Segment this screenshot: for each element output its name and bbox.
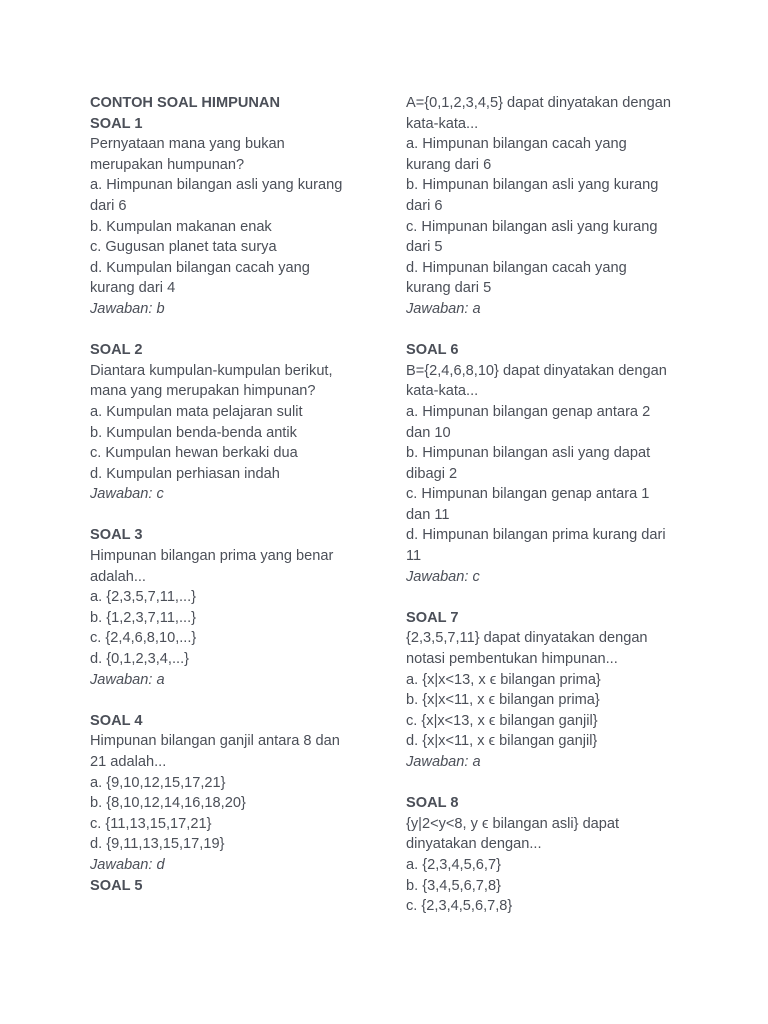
question-text-line: c. Gugusan planet tata surya <box>90 239 277 256</box>
paragraph-spacer <box>406 320 686 341</box>
question-text-line: a. {9,10,12,15,17,21} <box>90 774 226 791</box>
question-text-line: 11 <box>406 548 422 565</box>
question-text-line: b. {x|x<11, x ϵ bilangan prima} <box>406 692 600 709</box>
question-heading: SOAL 5 <box>90 877 143 894</box>
question-heading: SOAL 8 <box>406 795 459 812</box>
question-text-line: d. {9,11,13,15,17,19} <box>90 836 225 853</box>
question-heading: SOAL 1 <box>90 115 143 132</box>
question-text-line: dari 6 <box>90 197 127 214</box>
question-text-line: b. Kumpulan benda-benda antik <box>90 424 297 441</box>
question-heading: SOAL 7 <box>406 609 459 626</box>
paragraph-spacer <box>90 690 362 711</box>
question-text-line: kurang dari 5 <box>406 280 492 297</box>
question-text-line: c. Himpunan bilangan genap antara 1 <box>406 486 650 503</box>
answer-line: Jawaban: d <box>90 856 165 873</box>
paragraph-spacer <box>90 320 362 341</box>
question-text-line: {2,3,5,7,11} dapat dinyatakan dengan <box>406 630 648 647</box>
question-text-line: d. Kumpulan perhiasan indah <box>90 465 280 482</box>
question-text-line: c. Kumpulan hewan berkaki dua <box>90 445 298 462</box>
question-text-line: a. Himpunan bilangan genap antara 2 <box>406 403 651 420</box>
question-text-line: c. {11,13,15,17,21} <box>90 815 212 832</box>
question-text-line: a. Kumpulan mata pelajaran sulit <box>90 403 303 420</box>
answer-line: Jawaban: b <box>90 300 165 317</box>
question-text-line: {y|2<y<8, y ϵ bilangan asli} dapat <box>406 815 620 832</box>
question-text-line: b. Himpunan bilangan asli yang dapat <box>406 445 651 462</box>
question-text-line: mana yang merupakan himpunan? <box>90 383 316 400</box>
answer-line: Jawaban: a <box>90 671 165 688</box>
question-text-line: dibagi 2 <box>406 465 458 482</box>
question-text-line: a. Himpunan bilangan cacah yang <box>406 136 627 153</box>
question-text-line: d. Himpunan bilangan prima kurang dari <box>406 527 666 544</box>
question-text-line: kata-kata... <box>406 383 479 400</box>
question-text-line: d. {x|x<11, x ϵ bilangan ganjil} <box>406 733 598 750</box>
question-text-line: Pernyataan mana yang bukan <box>90 136 285 153</box>
paragraph-spacer <box>406 773 686 794</box>
question-text-line: dan 11 <box>406 506 450 523</box>
question-text-line: b. {1,2,3,7,11,...} <box>90 609 197 626</box>
question-text-line: Himpunan bilangan ganjil antara 8 dan <box>90 733 340 750</box>
question-text-line: Diantara kumpulan-kumpulan berikut, <box>90 362 333 379</box>
question-text-line: a. {2,3,4,5,6,7} <box>406 856 501 873</box>
question-text-line: notasi pembentukan himpunan... <box>406 651 618 668</box>
question-text-line: c. {2,3,4,5,6,7,8} <box>406 898 513 915</box>
question-text-line: c. Himpunan bilangan asli yang kurang <box>406 218 658 235</box>
question-text-line: A={0,1,2,3,4,5} dapat dinyatakan dengan <box>406 95 671 111</box>
answer-line: Jawaban: a <box>406 754 481 770</box>
question-text-line: b. {3,4,5,6,7,8} <box>406 877 501 894</box>
question-text-line: a. {2,3,5,7,11,...} <box>90 589 197 606</box>
question-text-line: merupakan humpunan? <box>90 156 245 173</box>
paragraph-spacer <box>406 587 686 608</box>
question-text-line: dinyatakan dengan... <box>406 836 542 853</box>
left-column <box>90 93 362 896</box>
question-heading: SOAL 3 <box>90 527 143 544</box>
question-text-line: dari 6 <box>406 197 443 214</box>
question-text-line: b. {8,10,12,14,16,18,20} <box>90 795 246 812</box>
question-text-line: b. Himpunan bilangan asli yang kurang <box>406 177 659 194</box>
paragraph-spacer <box>90 505 362 526</box>
question-text-line: 21 adalah... <box>90 754 167 770</box>
question-text-line: d. Himpunan bilangan cacah yang <box>406 259 627 276</box>
document-title: CONTOH SOAL HIMPUNAN <box>90 95 280 111</box>
answer-line: Jawaban: a <box>406 300 481 317</box>
question-text-line: B={2,4,6,8,10} dapat dinyatakan dengan <box>406 362 667 379</box>
question-text-line: b. Kumpulan makanan enak <box>90 218 272 235</box>
question-text-line: a. Himpunan bilangan asli yang kurang <box>90 177 343 194</box>
question-text-line: c. {x|x<13, x ϵ bilangan ganjil} <box>406 712 598 729</box>
question-text-line: kata-kata... <box>406 115 479 132</box>
question-text-line: c. {2,4,6,8,10,...} <box>90 630 197 647</box>
answer-line: Jawaban: c <box>406 568 480 585</box>
question-text-line: kurang dari 4 <box>90 280 176 297</box>
question-text-line: dari 5 <box>406 239 443 256</box>
answer-line: Jawaban: c <box>90 486 164 503</box>
question-text-line: d. {0,1,2,3,4,...} <box>90 651 189 668</box>
question-heading: SOAL 4 <box>90 712 143 729</box>
question-heading: SOAL 6 <box>406 342 459 359</box>
question-text-line: adalah... <box>90 568 146 585</box>
question-text-line: kurang dari 6 <box>406 156 492 173</box>
question-text-line: Himpunan bilangan prima yang benar <box>90 548 334 565</box>
question-text-line: d. Kumpulan bilangan cacah yang <box>90 259 310 276</box>
right-column <box>406 93 686 917</box>
question-text-line: a. {x|x<13, x ϵ bilangan prima} <box>406 671 601 688</box>
question-heading: SOAL 2 <box>90 342 143 359</box>
question-text-line: dan 10 <box>406 424 451 441</box>
